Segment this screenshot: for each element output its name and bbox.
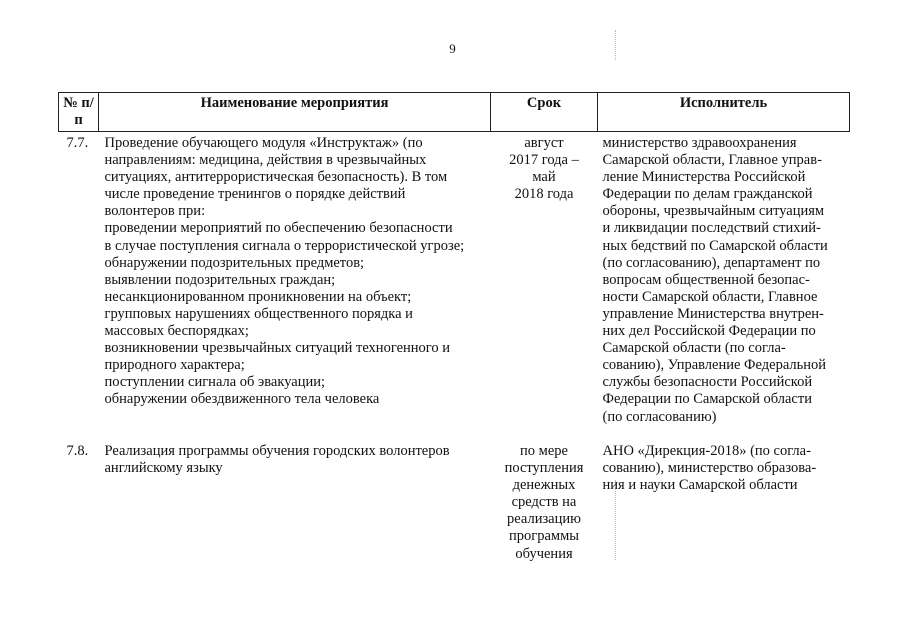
header-term: Срок <box>491 93 598 132</box>
activity-name <box>99 132 491 441</box>
text-line: сованию), министерство образова- <box>602 460 817 477</box>
text-line: групповых нарушениях общественного порядка и <box>104 305 413 322</box>
text-line: проведении мероприятий по обеспечению безопасности <box>104 220 453 237</box>
table-row <box>59 440 850 563</box>
text-line: ния и науки Самарской области <box>602 477 798 494</box>
text-line: обороны, чрезвычайным ситуациям <box>602 203 825 220</box>
scan-artifact <box>615 30 616 60</box>
table-row <box>59 132 850 441</box>
text-line: управление Министерства внутрен- <box>602 305 824 322</box>
activity-executor <box>598 132 850 441</box>
text-line: и ликвидации последствий стихий- <box>602 220 821 237</box>
text-line: обучения <box>515 545 573 562</box>
text-line: август <box>524 135 564 151</box>
text-line: поступлении сигнала об эвакуации; <box>104 374 326 391</box>
text-line: АНО «Дирекция-2018» (по согла- <box>602 443 811 459</box>
text-line: английскому языку <box>104 460 223 477</box>
header-num: № п/п <box>59 93 99 132</box>
header-name: Наименование мероприятия <box>99 93 491 132</box>
text-line: 2017 года – <box>509 152 579 169</box>
text-line: (по согласованию) <box>602 408 717 425</box>
text-line: службы безопасности Российской <box>602 374 813 391</box>
table-header-row <box>59 93 850 132</box>
activity-name <box>99 440 491 563</box>
text-line: природного характера; <box>104 357 245 374</box>
text-line: реализацию <box>507 511 581 528</box>
text-line: ление Министерства Российской <box>602 169 806 186</box>
text-line: программы <box>509 528 579 545</box>
text-line: в случае поступления сигнала о террористической угрозе; <box>104 237 465 254</box>
text-line: (по согласованию), департамент по <box>602 254 821 271</box>
text-line: поступления <box>504 460 584 477</box>
text-line: вопросам общественной безопас- <box>602 271 810 288</box>
text-line: ности Самарской области, Главное <box>602 288 818 305</box>
text-line: май <box>532 169 556 186</box>
text-line: денежных <box>512 477 576 494</box>
text-line: Реализация программы обучения городских волонтеров <box>104 443 450 459</box>
text-line: выявлении подозрительных граждан; <box>104 271 336 288</box>
text-line: числе проведение тренингов о порядке действий <box>104 186 406 203</box>
activity-executor <box>598 440 850 563</box>
text-line: средств на <box>511 494 577 511</box>
page-number: 9 <box>449 41 456 56</box>
text-line: обнаружении обездвиженного тела человека <box>104 391 380 408</box>
text-line: 2018 года <box>514 186 574 203</box>
row-number: 7.7. <box>66 135 89 151</box>
text-line: по мере <box>520 443 568 459</box>
text-line: направлениям: медицина, действия в чрезвычайных <box>104 152 427 169</box>
text-line: Проведение обучающего модуля «Инструктаж» (по <box>104 135 423 151</box>
text-line: Самарской области, Главное управ- <box>602 152 822 169</box>
row-number: 7.8. <box>66 443 89 459</box>
plan-table <box>58 92 850 563</box>
text-line: обнаружении подозрительных предметов; <box>104 254 365 271</box>
text-line: несанкционированном проникновении на объект; <box>104 288 412 305</box>
text-line: Федерации по Самарской области <box>602 391 812 408</box>
header-executor: Исполнитель <box>598 93 850 132</box>
text-line: ситуациях, антитеррористическая безопасность). В том <box>104 169 448 186</box>
text-line: ных бедствий по Самарской области <box>602 237 828 254</box>
text-line: них дел Российской Федерации по <box>602 323 816 340</box>
text-line: волонтеров при: <box>104 203 206 220</box>
text-line: возникновении чрезвычайных ситуаций техногенного и <box>104 340 451 357</box>
activity-term <box>491 440 598 563</box>
text-line: Самарской области (по согла- <box>602 340 786 357</box>
text-line: Федерации по делам гражданской <box>602 186 813 203</box>
text-line: министерство здравоохранения <box>602 135 797 151</box>
activity-term <box>491 132 598 441</box>
text-line: массовых беспорядках; <box>104 323 249 340</box>
text-line: сованию), Управление Федеральной <box>602 357 826 374</box>
